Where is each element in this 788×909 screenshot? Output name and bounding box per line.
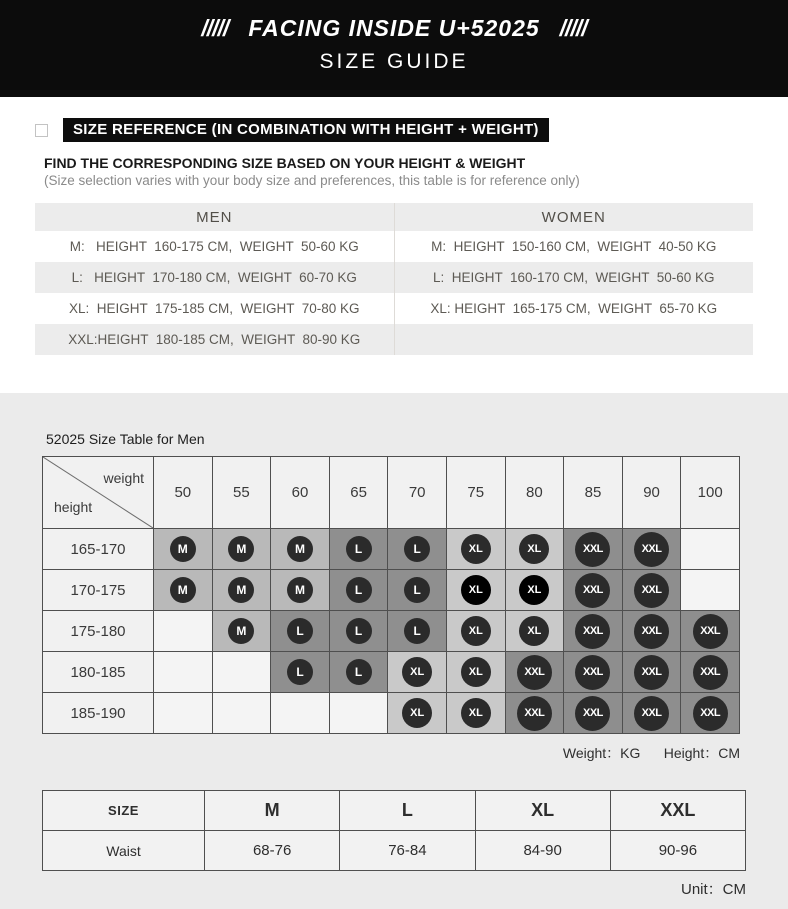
size-badge: L (346, 577, 372, 603)
size-badge: L (346, 659, 372, 685)
size-badge: XXL (693, 655, 728, 690)
waist-header-row (43, 791, 746, 831)
brand-title-line (0, 15, 788, 42)
size-table-title: 52025 Size Table for Men (46, 431, 205, 447)
size-cell-xxl (505, 693, 564, 734)
slashes-right-icon: ///// (559, 15, 587, 41)
size-badge: L (404, 577, 430, 603)
height-range-label: 165-170 (43, 529, 154, 570)
size-cell-xxl (681, 611, 740, 652)
men-size-row: L: HEIGHT 170-180 CM, WEIGHT 60-70 KG (35, 262, 394, 293)
reference-table (35, 203, 753, 355)
size-cell-xxl (564, 611, 623, 652)
women-column-header: WOMEN (395, 203, 754, 231)
size-cell-empty (212, 693, 271, 734)
size-badge: M (170, 577, 196, 603)
waist-table (42, 790, 746, 871)
size-badge: XXL (634, 614, 669, 649)
size-badge: M (287, 577, 313, 603)
size-badge: XXL (693, 696, 728, 731)
reference-banner: SIZE REFERENCE (IN COMBINATION WITH HEIGHT + WEIGHT) (63, 118, 549, 142)
size-cell-empty (271, 693, 330, 734)
slashes-left-icon: ///// (201, 15, 229, 41)
size-badge: XL (402, 657, 432, 687)
size-cell-xxl (622, 529, 681, 570)
size-cell-l (329, 570, 388, 611)
size-badge: L (346, 536, 372, 562)
size-badge: XXL (517, 655, 552, 690)
size-badge: XL (461, 575, 491, 605)
size-cell-xl (446, 529, 505, 570)
size-badge: XL (461, 657, 491, 687)
size-cell-xxl (681, 693, 740, 734)
size-cell-m (271, 570, 330, 611)
size-cell-xl (505, 529, 564, 570)
women-size-row: M: HEIGHT 150-160 CM, WEIGHT 40-50 KG (431, 239, 717, 254)
height-range-label: 175-180 (43, 611, 154, 652)
grid-units-note: Weight：KG Height：CM (562, 745, 740, 761)
waist-header-cell: XXL (610, 791, 745, 831)
page-header (0, 0, 788, 97)
size-grid-table-body (43, 457, 740, 734)
size-badge: XL (519, 616, 549, 646)
size-badge: XL (461, 534, 491, 564)
size-badge: XXL (634, 655, 669, 690)
weight-header-cell: 55 (212, 457, 271, 529)
size-badge: L (287, 659, 313, 685)
size-cell-m (212, 570, 271, 611)
size-grid-row (43, 693, 740, 734)
size-cell-xl (446, 611, 505, 652)
size-badge: XXL (575, 614, 610, 649)
size-cell-empty (154, 693, 213, 734)
size-cell-xl (446, 693, 505, 734)
size-badge: M (287, 536, 313, 562)
reference-banner-row (35, 118, 753, 142)
size-cell-xxl (622, 652, 681, 693)
size-cell-xxl (505, 652, 564, 693)
size-cell-l (329, 529, 388, 570)
size-badge: XXL (693, 614, 728, 649)
size-cell-xl (388, 693, 447, 734)
size-grid-row (43, 529, 740, 570)
size-badge: M (170, 536, 196, 562)
size-cell-m (154, 529, 213, 570)
size-badge: XXL (575, 532, 610, 567)
corner-weight-label: weight (103, 470, 144, 486)
size-grid-header-row (43, 457, 740, 529)
height-range-label: 170-175 (43, 570, 154, 611)
size-badge: XXL (575, 573, 610, 608)
weight-header-cell: 60 (271, 457, 330, 529)
waist-header-cell: XL (475, 791, 610, 831)
size-table-section (0, 393, 788, 909)
height-range-label: 185-190 (43, 693, 154, 734)
men-size-row: M: HEIGHT 160-175 CM, WEIGHT 50-60 KG (69, 239, 359, 254)
size-cell-l (329, 652, 388, 693)
size-cell-l (388, 570, 447, 611)
women-size-row (395, 324, 754, 355)
size-cell-xxl (681, 652, 740, 693)
waist-unit-note: Unit：CM (680, 881, 746, 898)
size-cell-xxl (564, 570, 623, 611)
size-grid-row (43, 652, 740, 693)
size-cell-l (271, 611, 330, 652)
waist-row-label: Waist (43, 831, 205, 871)
waist-value-row (43, 831, 746, 871)
size-badge: XXL (575, 655, 610, 690)
size-cell-l (271, 652, 330, 693)
weight-header-cell: 75 (446, 457, 505, 529)
size-cell-l (388, 529, 447, 570)
size-badge: M (228, 577, 254, 603)
size-reference-section (0, 97, 788, 393)
size-cell-xl (446, 652, 505, 693)
size-cell-empty (212, 652, 271, 693)
corner-cell (43, 457, 154, 529)
size-badge: L (404, 618, 430, 644)
size-grid-row (43, 611, 740, 652)
size-badge: XL (461, 698, 491, 728)
waist-value-cell: 76-84 (340, 831, 475, 871)
size-badge: M (228, 536, 254, 562)
size-cell-m (154, 570, 213, 611)
reference-note: (Size selection varies with your body size and preferences, this table is for reference only) (44, 173, 580, 188)
brand-title: FACING INSIDE U+52025 (248, 15, 540, 41)
waist-header-cell: SIZE (43, 791, 205, 831)
waist-value-cell: 90-96 (610, 831, 745, 871)
size-cell-xxl (622, 611, 681, 652)
corner-height-label: height (54, 499, 93, 515)
weight-header-cell: 80 (505, 457, 564, 529)
women-size-row: L: HEIGHT 160-170 CM, WEIGHT 50-60 KG (395, 262, 754, 293)
size-badge: XL (519, 575, 549, 605)
height-range-label: 180-185 (43, 652, 154, 693)
waist-value-cell: 68-76 (205, 831, 340, 871)
size-cell-empty (681, 529, 740, 570)
weight-header-cell: 65 (329, 457, 388, 529)
size-badge: XL (461, 616, 491, 646)
size-cell-xl (505, 570, 564, 611)
size-grid-row (43, 570, 740, 611)
size-cell-xxl (622, 693, 681, 734)
weight-header-cell: 100 (681, 457, 740, 529)
weight-header-cell: 70 (388, 457, 447, 529)
size-cell-xl (505, 611, 564, 652)
size-badge: L (287, 618, 313, 644)
size-cell-xxl (564, 529, 623, 570)
size-cell-empty (154, 611, 213, 652)
page-subtitle: SIZE GUIDE (319, 50, 469, 73)
men-size-grid (42, 456, 740, 734)
men-size-row: XXL:HEIGHT 180-185 CM, WEIGHT 80-90 KG (35, 324, 394, 355)
reference-headline: FIND THE CORRESPONDING SIZE BASED ON YOUR HEIGHT & WEIGHT (44, 155, 526, 171)
size-badge: L (404, 536, 430, 562)
men-column (35, 203, 395, 355)
size-cell-xxl (564, 693, 623, 734)
men-column-header: MEN (35, 203, 394, 231)
size-cell-empty (329, 693, 388, 734)
size-badge: XXL (517, 696, 552, 731)
size-badge: XL (519, 534, 549, 564)
size-cell-m (212, 611, 271, 652)
size-cell-xxl (622, 570, 681, 611)
size-badge: XXL (575, 696, 610, 731)
size-cell-empty (154, 652, 213, 693)
size-badge: L (346, 618, 372, 644)
checkbox-icon (35, 124, 48, 137)
size-cell-xl (388, 652, 447, 693)
size-cell-xxl (564, 652, 623, 693)
women-size-row: XL: HEIGHT 165-175 CM, WEIGHT 65-70 KG (430, 301, 718, 316)
weight-header-cell: 50 (154, 457, 213, 529)
size-badge: XXL (634, 573, 669, 608)
size-badge: XXL (634, 696, 669, 731)
size-cell-empty (681, 570, 740, 611)
waist-header-cell: L (340, 791, 475, 831)
diagonal-line-icon (43, 457, 153, 528)
women-column (395, 203, 754, 355)
size-cell-m (271, 529, 330, 570)
weight-header-cell: 85 (564, 457, 623, 529)
waist-header-cell: M (205, 791, 340, 831)
men-size-row: XL: HEIGHT 175-185 CM, WEIGHT 70-80 KG (68, 301, 360, 316)
size-cell-xl (446, 570, 505, 611)
size-badge: XL (402, 698, 432, 728)
size-cell-m (212, 529, 271, 570)
weight-header-cell: 90 (622, 457, 681, 529)
waist-value-cell: 84-90 (475, 831, 610, 871)
size-badge: M (228, 618, 254, 644)
size-cell-l (329, 611, 388, 652)
size-badge: XXL (634, 532, 669, 567)
size-cell-l (388, 611, 447, 652)
